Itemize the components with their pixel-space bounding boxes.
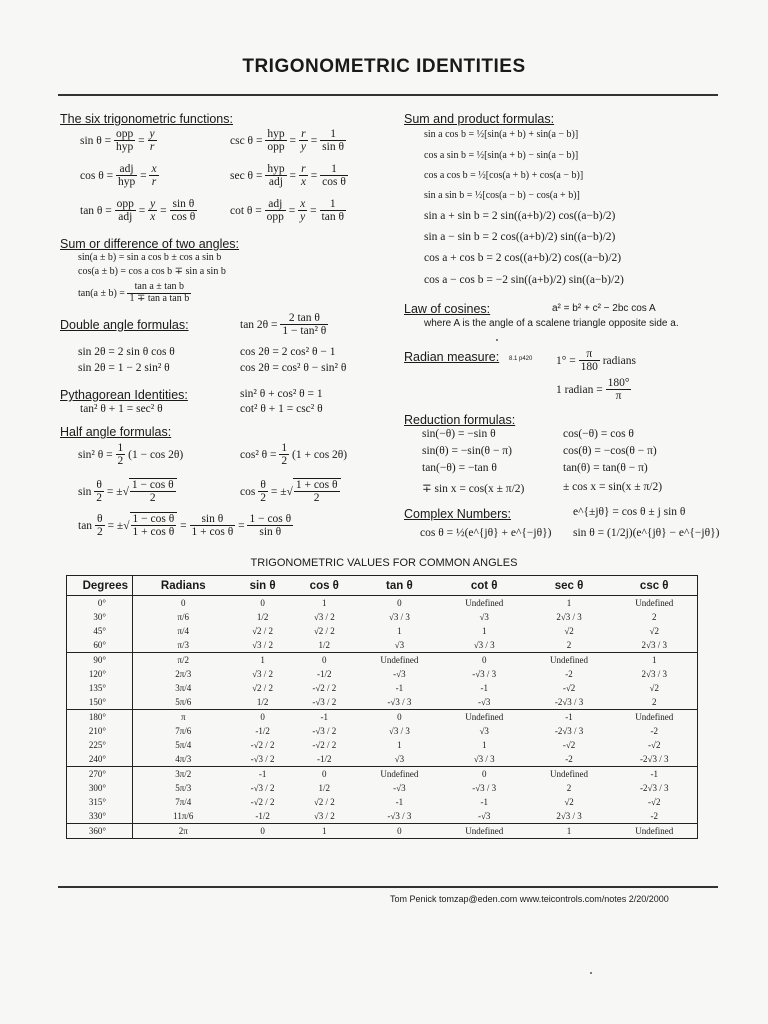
table-cell: 2√3 / 3: [556, 612, 582, 622]
table-cell: -√3: [477, 811, 491, 821]
table-cell: 2√3 / 3: [641, 640, 667, 650]
table-cell: 150°: [67, 695, 133, 710]
table-cell: -1/2: [317, 754, 332, 764]
table-cell: 0: [260, 598, 265, 608]
table-cell: 11π/6: [173, 811, 194, 821]
table-cell: 2√3 / 3: [556, 811, 582, 821]
table-cell: 360°: [67, 824, 133, 839]
table-cell: -2√3 / 3: [640, 783, 669, 793]
table-cell: -1/2: [255, 811, 270, 821]
table-cell: 225°: [67, 738, 133, 752]
table-cell: 0: [292, 767, 357, 782]
table-cell: -2√3 / 3: [640, 754, 669, 764]
table-cell: -1: [234, 767, 292, 782]
table-cell: -√3 / 3: [387, 811, 412, 821]
table-cell: √2: [649, 683, 659, 693]
table-cell: 1: [322, 598, 327, 608]
header-degrees: Degrees: [67, 576, 133, 596]
table-cell: 120°: [67, 667, 133, 681]
formula-tan-double: tan 2θ = $\frac{\text{2 tan θ}}{\text{1 − tan² θ}}$: [240, 312, 327, 338]
formula-pyth-tan: tan² θ + 1 = sec² θ: [80, 403, 163, 415]
formula-sec-def: sec θ = $\frac{\text{hyp}}{\text{adj}}$ = $\frac{r}{x}$ = $\frac{1}{\text{cos θ}}$: [230, 163, 346, 189]
table-cell: 1: [292, 824, 357, 839]
formula-cos-double-2: cos 2θ = cos² θ − sin² θ: [240, 362, 347, 374]
section-heading-law-of-cosines: Law of cosines:: [404, 302, 491, 316]
table-cell: -1: [527, 710, 612, 725]
table-cell: 45°: [67, 624, 133, 638]
formula-half-cos: cos $\frac{\theta}{2}$ = ±√ $\frac{\text{1 + cos θ}}{2}$: [240, 478, 341, 504]
table-cell: -2: [565, 754, 573, 764]
table-cell: 0: [442, 653, 527, 668]
table-cell: -2: [650, 811, 658, 821]
section-heading-six-functions: The six trigonometric functions:: [60, 112, 233, 126]
table-cell: -√3 / 2: [312, 697, 337, 707]
table-cell: √3 / 3: [473, 640, 495, 650]
table-cell: -2: [565, 669, 573, 679]
table-cell: -√2 / 2: [312, 740, 337, 750]
table-cell: -√2: [562, 683, 576, 693]
formula-half-sin-sq: sin² θ = $\frac{1}{2}$ (1 − cos 2θ): [78, 442, 184, 468]
table-cell: -√2 / 2: [250, 740, 275, 750]
table-cell: -1/2: [317, 669, 332, 679]
table-cell: 0: [397, 598, 402, 608]
table-cell: 1: [566, 598, 572, 608]
formula-sum-product-1: sin a cos b = ½[sin(a + b) + sin(a − b)]: [424, 129, 579, 140]
table-cell: 1: [397, 740, 402, 750]
table-cell: -√3: [393, 669, 406, 679]
table-cell: 1: [397, 626, 402, 636]
formula-reduction-left-1: sin(−θ) = −sin θ: [422, 428, 496, 440]
table-cell: 1/2: [318, 640, 331, 650]
table-cell: √3: [479, 726, 489, 736]
table-cell: π: [133, 710, 234, 725]
header-sec: sec θ: [527, 576, 612, 596]
table-cell: Undefined: [465, 598, 504, 608]
section-heading-radian-measure: Radian measure:: [404, 350, 500, 364]
formula-sin-def: sin θ = $\frac{\text{opp}}{\text{hyp}}$ = $\frac{y}{r}$: [80, 128, 155, 154]
formula-sum-product-6: sin a − sin b = 2 cos((a+b)/2) sin((a−b)/2): [424, 231, 616, 243]
table-cell: √2: [649, 626, 659, 636]
table-cell: -√3 / 3: [472, 783, 497, 793]
formula-reduction-right-2: cos(θ) = −cos(θ − π): [563, 445, 657, 457]
table-cell: Undefined: [357, 653, 442, 668]
table-row: [67, 738, 698, 752]
table-cell: -2√3 / 3: [554, 697, 584, 707]
formula-half-tan: tan $\frac{\theta}{2}$ = ±√ $\frac{\text{1 − cos θ}}{\text{1 + cos θ}}$ = $\frac{\text{sin θ}}{\text{1 + cos θ}}$ = $\frac{\text{1 − cos θ}}{\text{sin θ}}$: [78, 513, 292, 539]
formula-pyth-cot: cot² θ + 1 = csc² θ: [240, 403, 323, 415]
table-row: [67, 767, 698, 782]
table-cell: -√2: [562, 740, 576, 750]
formula-reduction-left-3: tan(−θ) = −tan θ: [422, 462, 497, 474]
table-cell: -1/2: [255, 726, 270, 736]
table-cell: 1/2: [256, 612, 269, 622]
table-cell: π/4: [177, 626, 190, 636]
table-cell: -√2 / 2: [250, 797, 275, 807]
table-cell: 3π/2: [133, 767, 234, 782]
table-cell: √3 / 3: [388, 612, 410, 622]
table-cell: √3 / 2: [252, 640, 274, 650]
table-cell: Undefined: [611, 710, 697, 725]
section-heading-sum-difference: Sum or difference of two angles:: [60, 237, 240, 251]
table-row: [67, 710, 698, 725]
table-cell: 0°: [67, 596, 133, 611]
table-cell: π/2: [133, 653, 234, 668]
table-cell: 330°: [67, 809, 133, 824]
table-cell: 1/2: [256, 697, 269, 707]
table-cell: 210°: [67, 724, 133, 738]
table-cell: √3 / 2: [313, 612, 335, 622]
table-cell: 5π/6: [175, 697, 192, 707]
table-cell: Undefined: [527, 767, 612, 782]
formula-cos-def: cos θ = $\frac{\text{adj}}{\text{hyp}}$ = $\frac{x}{r}$: [80, 163, 157, 189]
table-cell: -1: [480, 683, 488, 693]
header-sin: sin θ: [234, 576, 292, 596]
table-body: [67, 596, 698, 839]
header-radians: Radians: [133, 576, 234, 596]
table-cell: 7π/6: [175, 726, 192, 736]
table-cell: √2 / 2: [252, 683, 274, 693]
table-cell: -1: [395, 797, 404, 807]
table-row: [67, 610, 698, 624]
section-heading-reduction: Reduction formulas:: [404, 413, 516, 427]
formula-pyth-sin: sin² θ + cos² θ = 1: [240, 388, 323, 400]
table-cell: 4π/3: [175, 754, 192, 764]
table-cell: 2π/3: [175, 669, 192, 679]
table-cell: √3: [394, 754, 405, 764]
formula-reduction-right-3: tan(θ) = tan(θ − π): [563, 462, 648, 474]
table-cell: -1: [480, 797, 488, 807]
section-heading-complex: Complex Numbers:: [404, 507, 511, 521]
table-cell: 0: [181, 598, 186, 608]
formula-tan-def: tan θ = $\frac{\text{opp}}{\text{adj}}$ = $\frac{y}{x}$ = $\frac{\text{sin θ}}{\text{cos θ}}$: [80, 198, 196, 224]
formula-complex-sin: sin θ = (1/2j)(e^{jθ} − e^{−jθ}): [573, 527, 720, 539]
table-cell: Undefined: [527, 653, 612, 668]
table-cell: 2π: [133, 824, 234, 839]
table-cell: 2√3 / 3: [641, 669, 667, 679]
formula-sum-product-4: sin a sin b = ½[cos(a − b) − cos(a + b)]: [424, 190, 580, 201]
header-cot: cot θ: [442, 576, 527, 596]
table-row: [67, 752, 698, 767]
table-cell: -2√3 / 3: [554, 726, 584, 736]
table-cell: Undefined: [442, 824, 527, 839]
table-cell: 1: [527, 824, 612, 839]
scan-speck: [590, 972, 592, 974]
table-cell: √3: [479, 612, 489, 622]
table-cell: -√3: [393, 783, 406, 793]
table-cell: 1: [611, 653, 697, 668]
table-cell: √2 / 2: [252, 626, 274, 636]
formula-sin-sum: sin(a ± b) = sin a cos b ± cos a sin b: [78, 252, 222, 263]
formula-cos-double-1: cos 2θ = 2 cos² θ − 1: [240, 346, 336, 358]
table-cell: -√2 / 2: [312, 683, 337, 693]
formula-reduction-left-2: sin(θ) = −sin(θ − π): [422, 445, 512, 457]
formula-cot-def: cot θ = $\frac{\text{adj}}{\text{opp}}$ = $\frac{x}{y}$ = $\frac{1}{\text{tan θ}}$: [230, 198, 344, 224]
formula-half-cos-sq: cos² θ = $\frac{1}{2}$ (1 + cos 2θ): [240, 442, 348, 468]
table-cell: π/6: [177, 612, 190, 622]
formula-reduction-right-4: ± cos x = sin(x ± π/2): [563, 481, 663, 493]
header-csc: csc θ: [611, 576, 697, 596]
formula-cos-sum: cos(a ± b) = cos a cos b ∓ sin a sin b: [78, 266, 226, 277]
section-heading-double-angle: Double angle formulas:: [60, 318, 189, 332]
table-cell: 1: [481, 626, 487, 636]
formula-tan-sum: tan(a ± b) = $\frac{\text{tan a ± tan b}}{\text{1 ∓ tan a tan b}}$: [78, 281, 190, 304]
table-cell: 315°: [67, 795, 133, 809]
formula-reduction-right-1: cos(−θ) = cos θ: [563, 428, 634, 440]
formula-euler: e^{±jθ} = cos θ ± j sin θ: [573, 506, 686, 518]
table-cell: 2: [566, 783, 572, 793]
table-cell: 30°: [67, 610, 133, 624]
table-row: [67, 624, 698, 638]
formula-sum-product-8: cos a − cos b = −2 sin((a+b)/2) sin((a−b)/2): [424, 274, 624, 286]
formula-sum-product-5: sin a + sin b = 2 sin((a+b)/2) cos((a−b)/2): [424, 210, 616, 222]
table-cell: 0: [442, 767, 527, 782]
table-header-row: [67, 576, 698, 596]
table-cell: √3 / 3: [388, 726, 410, 736]
table-cell: 2: [651, 612, 657, 622]
table-row: [67, 638, 698, 653]
table-cell: √2: [564, 797, 574, 807]
table-cell: √2: [564, 626, 574, 636]
table-cell: Undefined: [357, 767, 442, 782]
section-heading-half-angle: Half angle formulas:: [60, 425, 172, 439]
table-cell: 2: [651, 697, 657, 707]
formula-half-sin: sin $\frac{\theta}{2}$ = ±√ $\frac{\text{1 − cos θ}}{2}$: [78, 478, 177, 504]
table-cell: -2: [650, 726, 658, 736]
table-cell: √2 / 2: [313, 797, 335, 807]
radian-reference-note: 8.1 p420: [509, 356, 533, 362]
formula-sum-product-2: cos a sin b = ½[sin(a + b) − sin(a − b)]: [424, 150, 579, 161]
table-cell: 0: [292, 653, 357, 668]
table-cell: 270°: [67, 767, 133, 782]
table-cell: 0: [357, 710, 442, 725]
table-cell: Undefined: [611, 824, 697, 839]
table-row: [67, 824, 698, 839]
footer-credit: Tom Penick tomzap@eden.com www.teicontrols.com/notes 2/20/2000: [390, 894, 669, 904]
table-cell: 1/2: [318, 783, 331, 793]
table-row: [67, 667, 698, 681]
table-cell: 1: [481, 740, 487, 750]
table-cell: 5π/4: [175, 740, 192, 750]
table-cell: -1: [292, 710, 357, 725]
formula-csc-def: csc θ = $\frac{\text{hyp}}{\text{opp}}$ = $\frac{r}{y}$ = $\frac{1}{\text{sin θ}}$: [230, 128, 344, 154]
table-row: [67, 596, 698, 611]
table-cell: -√3: [477, 697, 491, 707]
top-divider: [58, 94, 718, 96]
trig-values-table: [66, 575, 698, 839]
table-row: [67, 809, 698, 824]
table-cell: Undefined: [635, 598, 674, 608]
bottom-divider: [58, 886, 718, 888]
table-cell: √2 / 2: [313, 626, 335, 636]
table-cell: 1: [234, 653, 292, 668]
formula-complex-cos: cos θ = ½(e^{jθ} + e^{−jθ}): [420, 527, 552, 539]
table-row: [67, 795, 698, 809]
table-row: [67, 681, 698, 695]
table-cell: 0: [357, 824, 442, 839]
table-row: [67, 695, 698, 710]
table-cell: 0: [234, 710, 292, 725]
table-cell: -√2: [648, 797, 661, 807]
table-cell: 240°: [67, 752, 133, 767]
table-cell: -√3 / 2: [250, 783, 275, 793]
table-cell: 135°: [67, 681, 133, 695]
table-cell: π/3: [177, 640, 190, 650]
formula-law-of-cosines: a² = b² + c² − 2bc cos A: [552, 303, 656, 314]
formula-radian-to-degree: 1 radian = $\frac{180^\circ}{\pi}$: [556, 377, 630, 403]
table-cell: 0: [234, 824, 292, 839]
table-cell: Undefined: [442, 710, 527, 725]
table-cell: -√3 / 3: [472, 669, 497, 679]
formula-sin-double-1: sin 2θ = 2 sin θ cos θ: [78, 346, 175, 358]
section-heading-sum-product: Sum and product formulas:: [404, 112, 555, 126]
table-cell: 60°: [67, 638, 133, 653]
table-cell: -√2: [648, 740, 661, 750]
formula-sum-product-7: cos a + cos b = 2 cos((a+b)/2) cos((a−b)/2): [424, 252, 622, 264]
header-cos: cos θ: [292, 576, 357, 596]
formula-reduction-left-4: ∓ sin x = cos(x ± π/2): [422, 483, 525, 495]
table-cell: -√3 / 2: [312, 726, 337, 736]
table-row: [67, 724, 698, 738]
table-cell: -√3 / 2: [250, 754, 275, 764]
table-cell: 2: [566, 640, 572, 650]
table-cell: 5π/3: [175, 783, 192, 793]
table-cell: √3 / 2: [252, 669, 274, 679]
law-of-cosines-description: where A is the angle of a scalene triangle opposite side a.: [424, 318, 679, 329]
table-cell: -√3 / 3: [387, 697, 412, 707]
formula-sum-product-3: cos a cos b = ½[cos(a + b) + cos(a − b)]: [424, 170, 584, 181]
table-cell: 300°: [67, 781, 133, 795]
formula-degree-to-radian: 1° = $\frac{\pi}{180}$ radians: [556, 348, 636, 374]
table-cell: √3 / 3: [473, 754, 495, 764]
table-cell: -1: [611, 767, 697, 782]
table-row: [67, 781, 698, 795]
section-heading-pythagorean: Pythagorean Identities:: [60, 388, 188, 402]
table-cell: -1: [395, 683, 404, 693]
table-cell: 3π/4: [175, 683, 192, 693]
header-tan: tan θ: [357, 576, 442, 596]
formula-sin-double-2: sin 2θ = 1 − 2 sin² θ: [78, 362, 170, 374]
scan-speck: [496, 339, 498, 341]
table-cell: 90°: [67, 653, 133, 668]
table-cell: 7π/4: [175, 797, 192, 807]
table-row: [67, 653, 698, 668]
table-cell: √3: [394, 640, 405, 650]
table-title: TRIGONOMETRIC VALUES FOR COMMON ANGLES: [250, 557, 518, 569]
table-cell: √3 / 2: [313, 811, 335, 821]
page-title: TRIGONOMETRIC IDENTITIES: [242, 56, 526, 77]
table-cell: 180°: [67, 710, 133, 725]
